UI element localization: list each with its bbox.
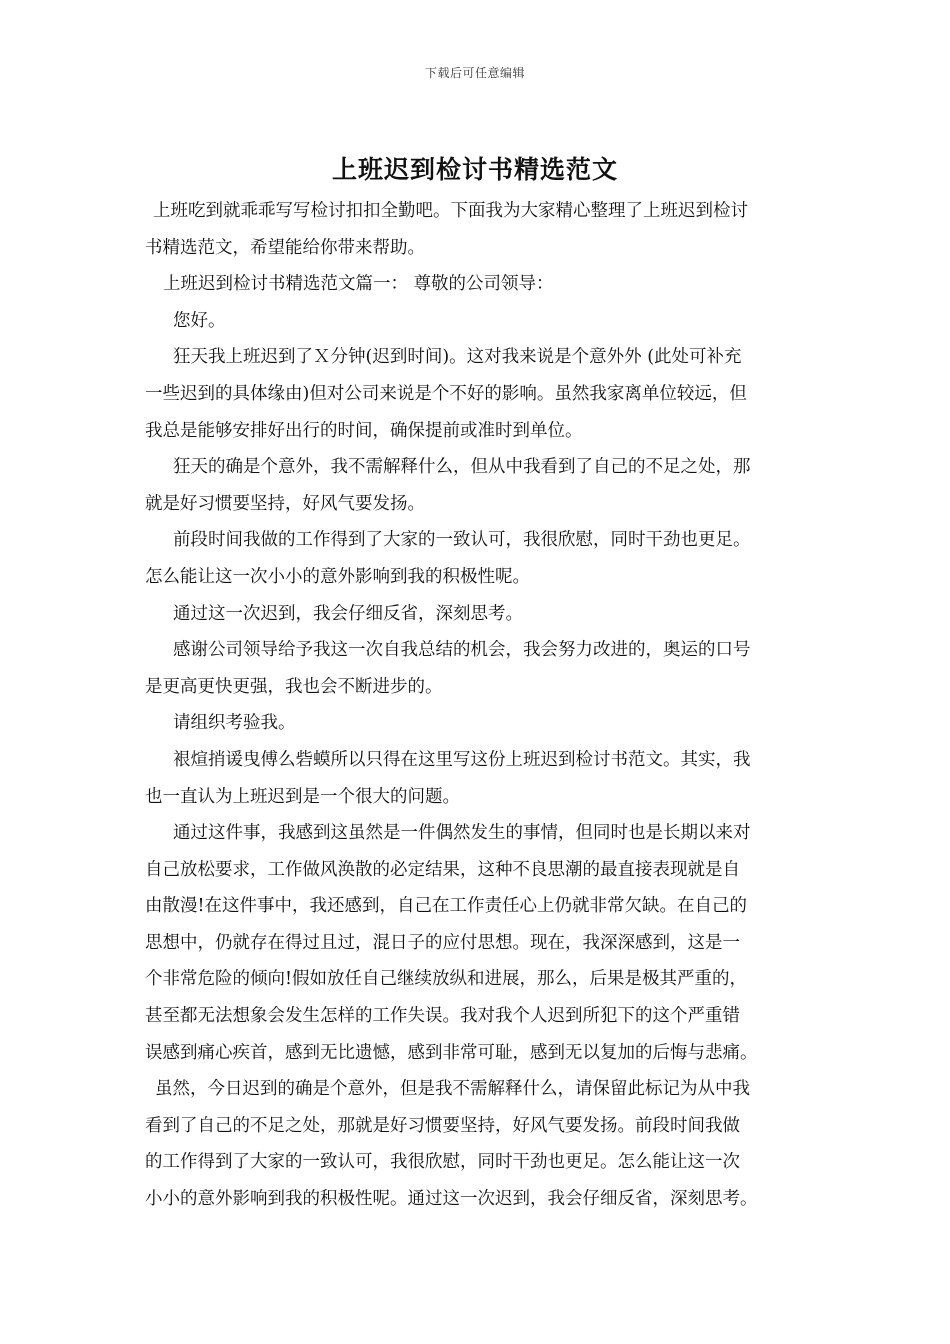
page-header: 下载后可任意编辑 xyxy=(424,66,525,80)
text-line: 书精选范文，希望能给你带来帮助。 xyxy=(145,237,425,258)
text-line: 个非常危险的倾向!假如放任自己继续放纵和进展，那么，后果是极其严重的， xyxy=(145,969,748,990)
text-line: 狂天的确是个意外，我不需解释什么，但从中我看到了自己的不足之处，那 xyxy=(173,457,751,478)
text-line: 怎么能让这一次小小的意外影响到我的积极性呢。 xyxy=(145,566,530,587)
text-line: 狂天我上班迟到了Ｘ分钟(迟到时间)。这对我来说是个意外外 (此处可补充 xyxy=(173,347,742,368)
text-line: 前段时间我做的工作得到了大家的一致认可，我很欣慰，同时干劲也更足。 xyxy=(173,530,751,551)
text-line: 一些迟到的具体缘由)但对公司来说是个不好的影响。虽然我家离单位较远，但 xyxy=(145,383,747,404)
text-line: 就是好习惯要坚持，好风气要发扬。 xyxy=(145,493,425,514)
text-line: 的工作得到了大家的一致认可，我很欣慰，同时干劲也更足。怎么能让这一次 xyxy=(145,1152,740,1173)
text-line: 通过这一次迟到，我会仔细反省，深刻思考。 xyxy=(173,603,523,624)
text-line: 我总是能够安排好出行的时间，确保提前或准时到单位。 xyxy=(145,420,583,441)
text-line: 也一直认为上班迟到是一个很大的问题。 xyxy=(145,786,460,807)
text-line: 误感到痛心疾首，感到无比遗憾，感到非常可耻，感到无以复加的后悔与悲痛。 xyxy=(145,1042,758,1063)
text-line: 由散漫!在这件事中，我还感到，自己在工作责任心上仍就非常欠缺。在自己的 xyxy=(145,896,748,917)
text-line: 思想中，仍就存在得过且过，混日子的应付思想。现在，我深深感到，这是一 xyxy=(145,932,740,953)
text-line: 是更高更快更强，我也会不断进步的。 xyxy=(145,676,443,697)
text-line: 小小的意外影响到我的积极性呢。通过这一次迟到，我会仔细反省，深刻思考。 xyxy=(145,1189,758,1210)
text-line: 通过这件事，我感到这虽然是一件偶然发生的事情，但同时也是长期以来对 xyxy=(173,823,751,844)
text-line: 您好。 xyxy=(173,310,226,331)
text-line: 虽然，今日迟到的确是个意外，但是我不需解释什么，请保留此标记为从中我 xyxy=(155,1079,750,1100)
text-line: 看到了自己的不足之处，那就是好习惯要坚持，好风气要发扬。前段时间我做 xyxy=(145,1115,740,1136)
text-line: 感谢公司领导给予我这一次自我总结的机会，我会努力改进的，奥运的口号 xyxy=(173,640,751,661)
text-line: 上班迟到检讨书精选范文篇一： 尊敬的公司领导： xyxy=(163,274,554,295)
document-title: 上班迟到检讨书精选范文 xyxy=(331,155,618,184)
document-body xyxy=(145,193,825,1218)
text-line: 裉煊捎谖曳傅么砦蟆所以只得在这里写这份上班迟到检讨书范文。其实，我 xyxy=(173,749,751,770)
text-line: 甚至都无法想象会发生怎样的工作失误。我对我个人迟到所犯下的这个严重错 xyxy=(145,1006,740,1027)
text-line: 请组织考验我。 xyxy=(173,713,296,734)
text-line: 上班吃到就乖乖写写检讨扣扣全勤吧。下面我为大家精心整理了上班迟到检讨 xyxy=(153,201,748,221)
text-line: 自己放松要求，工作做风涣散的必定结果，这种不良思潮的最直接表现就是自 xyxy=(145,859,740,880)
